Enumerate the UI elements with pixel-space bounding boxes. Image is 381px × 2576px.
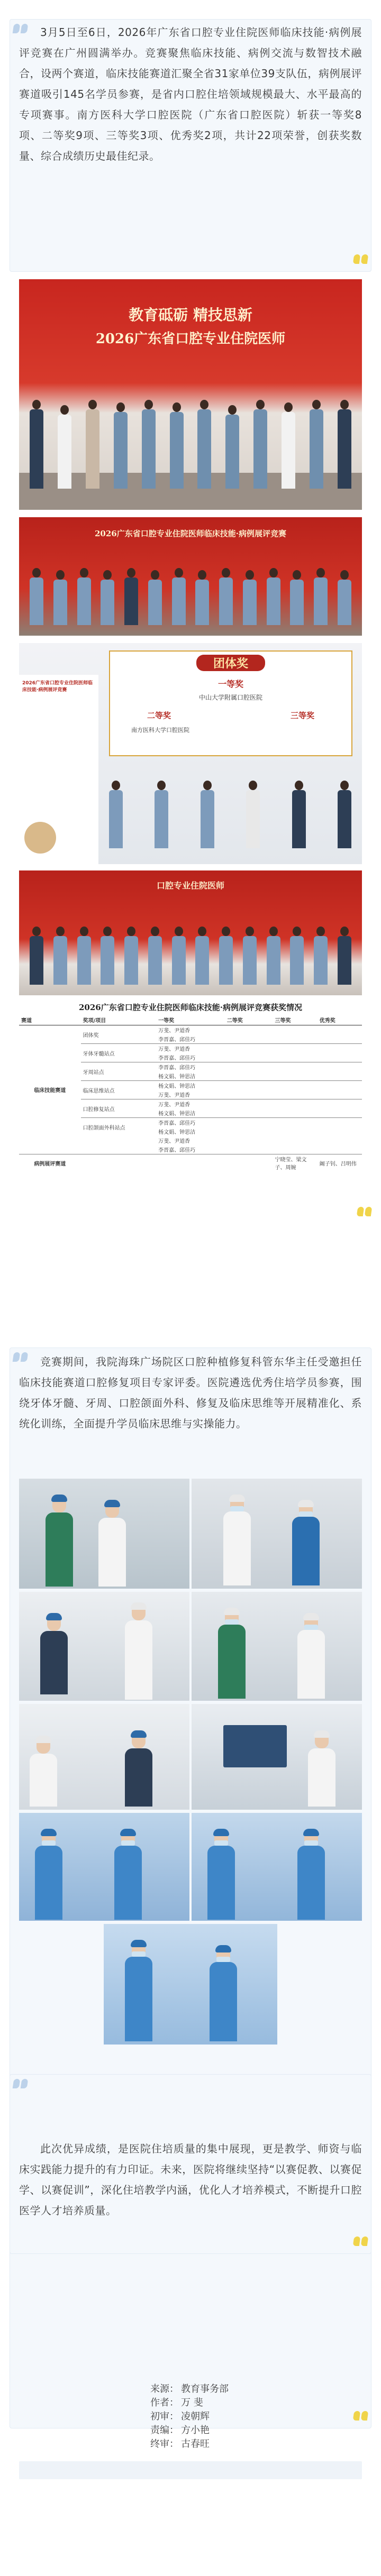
track-cell: 病例展评赛道 xyxy=(19,1154,81,1172)
first-prize-label: 一等奖 xyxy=(217,679,243,689)
team-name: 中山大学附属口腔医院 xyxy=(198,694,262,701)
table-row: 病例展评赛道 宁晓莹、梁文子、周婉 阚子钊、吕明伟 xyxy=(19,1154,362,1172)
quote-open-icon xyxy=(13,2079,32,2092)
quote-close-icon xyxy=(352,1207,371,1220)
award-table-grid xyxy=(19,1015,362,1171)
judging-paragraph: 竞赛期间，我院海珠广场院区口腔种植修复科管东华主任受邀担任临床技能赛道口腔修复项目专家评委。医院遴选优秀住培学员参赛，围绕牙体牙髓、牙周、口腔颌面外科、修复及临床思维等开展精准化、系统化训练，全面提升学员临床思维与实操能力。 xyxy=(19,1355,362,1430)
people-row xyxy=(30,400,351,489)
intro-paragraph: 3月5日至6日，2026年广东省口腔专业住院医师临床技能·病例展评竞赛在广州圆满举办。竞赛聚焦临床技能、病例交流与数智技术融合，设两个赛道，临床技能赛道汇聚全省31家单位39支队伍，病例展评赛道吸引145名学员参赛，是省内口腔住培领域规模最大、水平最高的专项赛事。南方医科大学口腔医院（广东省口腔医院）斩获一等奖8项、二等奖9项、三等奖3项、优秀奖2项，共计22项荣誉，创获奖数量、综合成绩历史最佳纪录。 xyxy=(19,26,362,162)
banner-title: 2026广东省口腔专业住院医师临床技能·病例展评竞赛 xyxy=(95,529,286,538)
table-row: 牙体牙髓站点 万斐、尹道香 xyxy=(19,1044,362,1053)
credit-source: 来源： 教育事务部 xyxy=(150,2384,229,2395)
training-photo-2[interactable] xyxy=(192,1479,362,1589)
table-row: 李晋嘉、邱佳巧 xyxy=(158,1056,196,1061)
credits-block xyxy=(0,2382,381,2451)
table-row: 临床技能赛道 团体奖 万斐、尹道香 xyxy=(19,1025,362,1035)
credit-editor: 责编： 方小艳 xyxy=(150,2425,210,2436)
training-photo-7[interactable] xyxy=(19,1813,189,1921)
col-second: 二等奖 xyxy=(225,1015,273,1025)
training-photo-5[interactable] xyxy=(19,1704,189,1810)
training-photo-6[interactable] xyxy=(192,1704,362,1810)
award-table xyxy=(19,1001,362,1202)
conclusion-paragraph: 此次优异成绩，是医院住培质量的集中展现，更是教学、师资与临床实践能力提升的有力印证。未来，医院将继续坚持“以赛促教、以赛促学、以赛促训”，深化住培教学内涵，优化人才培养模式，不断提升口腔医学人才培养质量。 xyxy=(19,2142,362,2217)
credit-final: 终审： 古春旺 xyxy=(150,2439,210,2450)
group-photo-1[interactable] xyxy=(19,279,362,510)
table-row: 李晋嘉、邱佳巧 xyxy=(158,1037,196,1043)
board-title: 团体奖 xyxy=(196,655,265,671)
credit-author: 作者： 万 斐 xyxy=(150,2397,203,2408)
org-name: 南方医科大学口腔医院 xyxy=(131,727,189,734)
credit-review: 初审： 凌朝辉 xyxy=(150,2411,210,2422)
table-header-row xyxy=(19,1015,362,1025)
table-row: 口腔颌面外科站点 李晋嘉、邱佳巧 xyxy=(19,1118,362,1127)
track-cell: 临床技能赛道 xyxy=(34,1088,66,1094)
table-row: 杨文娟、钟思洁 xyxy=(158,1130,196,1135)
training-photo-4[interactable] xyxy=(192,1592,362,1701)
col-first: 一等奖 xyxy=(156,1015,225,1025)
third-prize-label: 三等奖 xyxy=(290,711,314,720)
banner-title: 2026广东省口腔专业住院医师 xyxy=(95,331,286,347)
training-photo-3[interactable] xyxy=(19,1592,189,1701)
award-photo-3[interactable] xyxy=(19,643,362,864)
side-banner-title: 2026广东省口腔专业住院医师临床技能·病例展评竞赛 xyxy=(22,681,93,693)
table-title: 2026广东省口腔专业住院医师临床技能·病例展评竞赛获奖情况 xyxy=(79,1003,302,1012)
col-track: 赛道 xyxy=(19,1015,81,1025)
col-third: 三等奖 xyxy=(273,1015,317,1025)
award-photo-4[interactable] xyxy=(19,870,362,995)
quote-close-icon xyxy=(349,2236,368,2249)
table-row: 口腔修复站点 万斐、尹道香 xyxy=(19,1099,362,1109)
award-photo-2[interactable] xyxy=(19,517,362,636)
table-row: 李晋嘉、邱佳巧 xyxy=(158,1148,196,1153)
side-banner xyxy=(19,675,98,864)
section-divider xyxy=(10,1216,371,1220)
table-row: 牙周站点 李晋嘉、邱佳巧 xyxy=(19,1062,362,1072)
banner-title: 口腔专业住院医师 xyxy=(156,881,224,891)
award-board xyxy=(109,650,352,756)
col-item: 奖项/项目 xyxy=(81,1015,157,1025)
table-row: 万斐、尹道香 xyxy=(158,1139,190,1144)
table-row: 万斐、尹道香 xyxy=(158,1093,190,1098)
training-photo-9[interactable] xyxy=(104,1924,277,2045)
col-excellent: 优秀奖 xyxy=(318,1015,362,1025)
bottom-decor-bar xyxy=(19,2461,362,2479)
second-prize-label: 二等奖 xyxy=(147,711,171,720)
training-photo-1[interactable] xyxy=(19,1479,189,1589)
table-row: 杨文娟、钟思洁 xyxy=(158,1111,196,1117)
training-photo-8[interactable] xyxy=(192,1813,362,1921)
banner-slogan: 教育砥砺 精技思新 xyxy=(129,306,252,324)
table-row: 临床思维站点 杨文娟、钟思洁 xyxy=(19,1081,362,1090)
quote-close-icon xyxy=(349,254,368,267)
table-row: 杨文娟、钟思洁 xyxy=(158,1074,196,1080)
